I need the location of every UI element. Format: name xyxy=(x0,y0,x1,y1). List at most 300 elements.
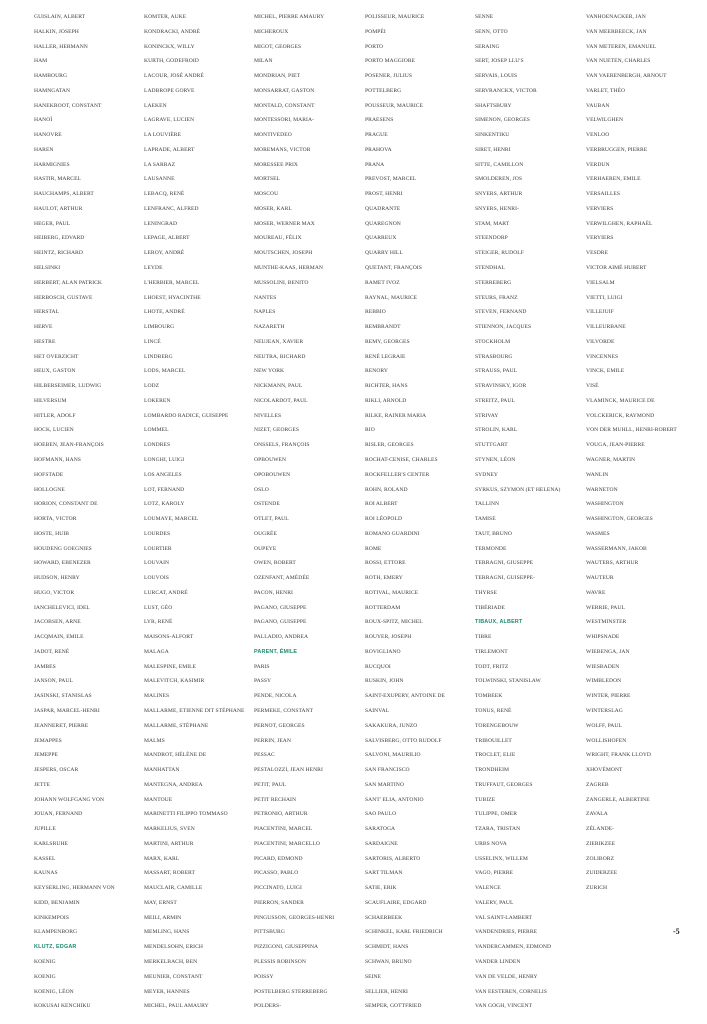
index-entry: JAMBES xyxy=(34,663,56,670)
index-entry: MICHEL, PIERRE AMAURY xyxy=(254,14,325,20)
index-entry: WHIPSNADE xyxy=(586,634,620,641)
index-entry: TIRLEMONT xyxy=(475,648,508,655)
index-entry: RIO xyxy=(365,427,375,434)
index-entry: HALKIN, JOSEPH xyxy=(34,28,79,35)
index-entry: QUAREGNON xyxy=(365,220,401,227)
index-entry: RILKE, RAINER MARIA xyxy=(365,412,427,419)
index-entry: TALLINN xyxy=(475,501,500,508)
index-entry: SERAING xyxy=(475,43,500,50)
index-entry: PORTO xyxy=(365,43,384,50)
index-entry: ROTH, EMERY xyxy=(365,575,403,582)
index-entry: LURCAT, ANDRÉ xyxy=(144,589,188,596)
index-entry: WARNETON xyxy=(586,486,618,493)
index-entry: WIESBADEN xyxy=(586,663,620,670)
index-entry: HOSTE, HUIB xyxy=(34,530,70,537)
index-entry: HERBOSCH, GUSTAVE xyxy=(34,294,93,301)
index-entry: VILLEURBANE xyxy=(586,324,626,331)
index-entry: LUST, GÉO xyxy=(144,604,173,611)
index-entry: PETIT RECHAIN xyxy=(254,796,297,803)
index-entry: LODZ xyxy=(144,383,160,390)
index-entry: MUSSOLINI, BENITO xyxy=(254,279,309,286)
index-entry: VAN GOGH, VINCENT xyxy=(475,1003,533,1010)
index-entry: HEIBERG, EDVARD xyxy=(34,235,85,242)
index-entry: STEIGER, RUDOLF xyxy=(475,250,524,257)
index-entry: LAPRADE, ALBERT xyxy=(144,146,195,153)
index-entry: KOMTER, AUKE xyxy=(144,14,187,20)
index-entry: VINCENNES xyxy=(586,353,619,360)
index-entry: KARLSRUHE xyxy=(34,840,69,847)
index-entry: WAGNER, MARTIN xyxy=(586,456,636,463)
index-entry: HANOVRE xyxy=(34,132,62,139)
index-entry: VARLET, THÉO xyxy=(586,87,626,94)
index-entry: JUPILLE xyxy=(34,826,56,833)
index-entry: MOREMANS, VICTOR xyxy=(254,146,311,153)
index-entry: WIEBENGA, JAN xyxy=(586,648,630,655)
index-entry: REMY, GEORGES xyxy=(365,338,410,345)
index-entry: ROUYER, JOSEPH xyxy=(365,634,412,641)
index-column-6 xyxy=(586,10,677,896)
page-number: -5 xyxy=(673,927,680,936)
index-entry: LENINGRAD xyxy=(144,220,178,227)
index-column-3 xyxy=(254,10,334,1014)
index-entry: PORTO MAGGIORE xyxy=(365,58,416,65)
index-entry: STIENNON, JACQUES xyxy=(475,324,532,331)
index-entry: VALERY, PAUL xyxy=(475,899,514,906)
index-entry: TIBÉRIADE xyxy=(475,604,505,611)
index-entry: HEGER, PAUL xyxy=(34,220,71,227)
index-entry: MICHEROUX xyxy=(254,28,289,35)
index-entry: WESTMINSTER xyxy=(586,619,627,626)
index-entry: TROCLET, ELIE xyxy=(475,752,516,759)
index-entry: LEPAGE, ALBERT xyxy=(144,235,190,242)
index-entry: VIETTI, LUIGI xyxy=(586,294,623,301)
index-entry: MARX, KARL xyxy=(144,855,180,862)
index-entry: MICHEL, PAUL AMAURY xyxy=(144,1003,209,1010)
index-entry: KEYSERLING, HERMANN VON xyxy=(34,885,115,892)
index-entry: HELSINKI xyxy=(34,265,61,272)
index-entry: SALVISBERG, OTTO RUDOLF xyxy=(365,737,442,744)
index-entry: RAMET IVOZ xyxy=(365,279,400,286)
index-entry: VENLOO xyxy=(586,132,610,139)
index-entry: HEINTZ, RICHARD xyxy=(34,250,83,257)
index-entry: REBBIO xyxy=(365,309,386,316)
index-column-4 xyxy=(365,10,445,1014)
index-entry: HORTA, VICTOR xyxy=(34,516,77,523)
index-entry: SAINT-EXUPERY, ANTOINE DE xyxy=(365,693,445,700)
index-entry: LACOUR, JOSÉ ANDRÉ xyxy=(144,73,204,80)
index-entry: PASSY xyxy=(254,678,272,685)
index-entry-highlighted: PARENT, ÉMILE xyxy=(254,648,298,655)
index-entry: VERWILGHEN, RAPHAËL xyxy=(586,220,653,227)
index-entry: LINCÉ xyxy=(144,338,161,345)
index-entry: MALLARME, STÉPHANE xyxy=(144,722,209,729)
index-entry: OWEN, ROBERT xyxy=(254,560,296,567)
index-entry: HASTIR, MARCEL xyxy=(34,176,82,183)
index-entry: HUGO, VICTOR xyxy=(34,589,75,596)
index-entry: VILVORDE xyxy=(586,338,615,345)
index-entry: HALLER, HERMANN xyxy=(34,43,88,50)
index-entry: STENDHAL xyxy=(475,265,505,272)
index-entry: MORESSEE PRIX xyxy=(254,161,299,168)
index-entry: HAULOT, ARTHUR xyxy=(34,205,83,212)
index-entry: KONDRACKI, ANDRÉ xyxy=(144,28,201,35)
index-entry: VAGO, PIERRE xyxy=(475,870,514,877)
index-entry: SCAUFLAIRE, EDGARD xyxy=(365,899,427,906)
index-entry: ZANGERLE, ALBERTINE xyxy=(586,796,650,803)
index-column-5 xyxy=(475,10,560,1014)
index-entry: PIZZIGONI, GIUSEPPINA xyxy=(254,944,319,951)
index-entry: RUCQUOI xyxy=(365,663,391,670)
index-entry: STEURS, FRANZ xyxy=(475,294,518,301)
index-entry: PENDE, NICOLA xyxy=(254,693,297,700)
index-entry: PRAHOVA xyxy=(365,146,392,153)
index-entry: HOFSTADE xyxy=(34,471,64,478)
index-entry: LA SARRAZ xyxy=(144,161,176,168)
index-entry: JACOBSEN, ARNE xyxy=(34,619,81,626)
index-entry: OUPEYE xyxy=(254,545,277,552)
index-entry: MOUREAU, FÉLIX xyxy=(254,235,302,242)
index-entry: VAN METEREN, EMANUEL xyxy=(586,43,657,50)
index-entry: POTTELBERG xyxy=(365,87,402,94)
index-entry: MANTOUE xyxy=(144,796,173,803)
index-entry: PETIT, PAUL xyxy=(254,781,287,788)
index-entry: SERVAIS, LOUIS xyxy=(475,73,518,80)
index-entry: VALENCE xyxy=(475,885,501,892)
index-entry: VERDUN xyxy=(586,161,610,168)
index-entry: NIZET, GEORGES xyxy=(254,427,300,434)
index-entry: LOS ANGELES xyxy=(144,471,182,478)
index-entry: PETRONIO, ARTHUR xyxy=(254,811,308,818)
index-entry: MONDRIAN, PIET xyxy=(254,73,301,80)
index-entry: PESTALOZZI, JEAN HENRI xyxy=(254,767,323,774)
index-entry: LONDRES xyxy=(144,442,171,449)
index-entry: HANOÏ xyxy=(34,117,53,124)
index-entry: VON DER MUHLL, HENRI-ROBERT xyxy=(586,427,677,434)
index-entry: VINCK, EMILE xyxy=(586,368,625,375)
index-entry: MARTINI, ARTHUR xyxy=(144,840,194,847)
index-entry: TAUT, BRUNO xyxy=(475,530,512,537)
index-entry: OUGRÉE xyxy=(254,530,277,537)
index-entry: MEYER, HANNES xyxy=(144,988,190,995)
index-entry: TULIPPE, OMER xyxy=(475,811,517,818)
index-entry: PICCINATO, LUIGI xyxy=(254,885,302,892)
index-entry: STEVEN, FERNAND xyxy=(475,309,527,316)
index-entry: JOHANN WOLFGANG VON xyxy=(34,796,105,803)
index-entry: ROI ALBERT xyxy=(365,501,398,508)
index-entry: KOKUSAI KENCHIKU xyxy=(34,1003,91,1010)
index-entry: SEMPER, GOTTFRIED xyxy=(365,1003,422,1010)
index-entry: SINKENTIKU xyxy=(475,132,510,139)
index-entry: PAGANO, GUISEPPE xyxy=(254,619,307,626)
index-entry: VERVIERS xyxy=(586,205,614,212)
index-entry: MALAGA xyxy=(144,648,169,655)
index-entry: XHOVÉMONT xyxy=(586,767,623,774)
index-entry: PERNOT, GEORGES xyxy=(254,722,305,729)
index-entry: QUARREUX xyxy=(365,235,397,242)
index-column-2 xyxy=(144,10,245,1014)
index-entry: SERVRANCKX, VICTOR xyxy=(475,87,537,94)
index-entry: TUBIZE xyxy=(475,796,496,803)
index-entry: OPBOUWEN xyxy=(254,456,287,463)
index-entry: LADBROPE GORVE xyxy=(144,87,195,94)
index-entry: ROME xyxy=(365,545,382,552)
index-entry: HITLER, ADOLF xyxy=(34,412,76,419)
index-entry: ROCHAT-CENISE, CHARLES xyxy=(365,456,438,463)
index-entry: WOLLISHOFEN xyxy=(586,737,627,744)
index-entry: SIMENON, GEORGES xyxy=(475,117,530,124)
index-entry: MAY, ERNST xyxy=(144,899,177,906)
index-entry: HESTRE xyxy=(34,338,56,345)
index-entry: VIELSALM xyxy=(586,279,615,286)
index-entry: KAUNAS xyxy=(34,870,58,877)
index-entry: TAMISE xyxy=(475,516,496,523)
index-entry: HEUX, GASTON xyxy=(34,368,76,375)
index-entry: VLAMINCK, MAURICE DE xyxy=(586,397,655,404)
index-entry: KONINCKX, WILLY xyxy=(144,43,195,50)
index-entry: PRANA xyxy=(365,161,385,168)
index-entry: TZARA, TRISTAN xyxy=(475,826,521,833)
index-entry: MANTEGNA, ANDREA xyxy=(144,781,203,788)
index-entry: HERSTAL xyxy=(34,309,60,316)
index-entry: MIGOT, GEORGES xyxy=(254,43,302,50)
index-column-1 xyxy=(34,10,115,1014)
index-entry: LEYDE xyxy=(144,265,163,272)
index-entry: ROI LÉOPOLD xyxy=(365,516,403,523)
index-entry: MILAN xyxy=(254,58,273,65)
index-entry: SCHINKEL, KARL FRIEDRICH xyxy=(365,929,443,936)
index-entry: JEANNERET, PIERRE xyxy=(34,722,89,729)
index-entry: MEMLING, HANS xyxy=(144,929,190,936)
index-entry: OPOBOUWEN xyxy=(254,471,291,478)
index-entry: PIACENTINI, MARCELLO xyxy=(254,840,320,847)
index-entry: NICKMANN, PAUL xyxy=(254,383,303,390)
index-entry: WINTERSLAG xyxy=(586,707,623,714)
index-entry: SHAFTSBURY xyxy=(475,102,512,109)
index-entry: STRIVAY xyxy=(475,412,499,419)
index-entry: PICARD, EDMOND xyxy=(254,855,303,862)
index-entry: SAO PAULO xyxy=(365,811,397,818)
index-entry: SATIE, ERIK xyxy=(365,885,397,892)
index-entry: MANDROT, HÉLÈNE DE xyxy=(144,752,207,759)
index-entry: WINTER, PIERRE xyxy=(586,693,631,700)
index-entry: TOLWINSKI, STANISLAW xyxy=(475,678,541,685)
index-entry: SNYERS, ARTHUR xyxy=(475,191,523,198)
index-entry: PICASSO, PABLO xyxy=(254,870,299,877)
index-entry: IANCHELEVICI, IDEL xyxy=(34,604,90,611)
index-entry: LAEKEN xyxy=(144,102,167,109)
index-entry: LENFRANC, ALFRED xyxy=(144,205,199,212)
index-entry: MAUCLAIR, CAMILLE xyxy=(144,885,203,892)
index-entry: TRIBOUILLET xyxy=(475,737,512,744)
index-entry: SCHAERBEEK xyxy=(365,914,403,921)
index-entry: MASSART, ROBERT xyxy=(144,870,195,877)
index-entry: STOCKHOLM xyxy=(475,338,511,345)
index-entry: VAUBAN xyxy=(586,102,610,109)
index-entry: QUARRY HILL xyxy=(365,250,403,257)
index-entry: QUADRANTE xyxy=(365,205,401,212)
index-entry: VICTOR AIMÉ HUBERT xyxy=(586,265,647,272)
index-entry: HAUCHAMPS, ALBERT xyxy=(34,191,94,198)
index-entry: SCHMIDT, HANS xyxy=(365,944,409,951)
index-entry: KOENIG xyxy=(34,973,56,980)
index-entry: WIMBLEDON xyxy=(586,678,622,685)
index-entry: STROLIN, KARL xyxy=(475,427,518,434)
index-entry: VAN MEERBEECK, JAN xyxy=(586,28,647,35)
index-entry: PREVOST, MARCEL xyxy=(365,176,417,183)
index-entry: LOUMAYE, MARCEL xyxy=(144,516,199,523)
index-entry: OSTENDE xyxy=(254,501,280,508)
index-entry: KOENIG, LÉON xyxy=(34,988,74,995)
index-entry: JANSON, PAUL xyxy=(34,678,73,685)
index-entry: MAISONS-ALFORT xyxy=(144,634,194,641)
index-entry: PRAGUE xyxy=(365,132,388,139)
index-entry: TERRAGNI, GIUSEPPE xyxy=(475,560,534,567)
index-entry: WASSERMANN, JAKOB xyxy=(586,545,647,552)
index-entry: POSENER, JULIUS xyxy=(365,73,413,80)
index-entry: POUSSEUR, MAURICE xyxy=(365,102,424,109)
index-entry: WRIGHT, FRANK LLOYD xyxy=(586,752,652,759)
index-entry: TERRAGNI, GUISEPPE- xyxy=(475,575,535,582)
index-entry: WAVRE xyxy=(586,589,606,596)
index-entry: STRAVINSKY, IGOR xyxy=(475,383,527,390)
index-entry: GUISLAIN, ALBERT xyxy=(34,14,86,20)
index-entry: MONSARRAT, GASTON xyxy=(254,87,315,94)
index-entry: LHOTE, ANDRÉ xyxy=(144,309,185,316)
index-entry: SENNE xyxy=(475,14,494,20)
index-entry: VELWILGHEN xyxy=(586,117,624,124)
index-entry: KOENIG xyxy=(34,959,56,965)
index-entry: HILBERSEIMER, LUDWIG xyxy=(34,383,102,390)
index-entry: VANDERCAMMEN, EDMOND xyxy=(475,944,552,951)
index-entry: LINDBERG xyxy=(144,353,173,360)
index-entry: VESDRE xyxy=(586,250,609,257)
index-entry: SITTE, CAMILLON xyxy=(475,161,524,168)
index-entry: SMOLDEREN, JOS xyxy=(475,176,523,183)
index-entry: MARKELIUS, SVEN xyxy=(144,826,195,833)
index-entry: KINKEMPOIS xyxy=(34,914,69,921)
index-entry: VAN DE VELDE, HENRY xyxy=(475,973,538,980)
index-entry: POLDERS- xyxy=(254,1003,282,1010)
index-entry: POISSY xyxy=(254,973,274,980)
index-entry: JEMEPPE xyxy=(34,752,58,759)
index-entry: POSTELBERG STERREBERG xyxy=(254,988,328,995)
index-entry: PLESSIS ROBINSON xyxy=(254,959,306,965)
index-entry: VAN VAERENBERGH, ARNOUT xyxy=(586,73,667,80)
index-entry: STAM, MART xyxy=(475,220,510,227)
index-entry: ROTIVAL, MAURICE xyxy=(365,589,419,596)
index-entry: ROMANO GUARDINI xyxy=(365,530,420,537)
index-entry: WANLIN xyxy=(586,471,609,478)
index-entry: PAGANO, GIUSEPPE xyxy=(254,604,307,611)
index-entry: ROVIGLIANO xyxy=(365,648,401,655)
index-entry: LOUVAIN xyxy=(144,560,170,567)
index-entry: POLISSEUR, MAURICE xyxy=(365,14,425,20)
index-entry: SYRKUS, SZYMON (ET HELENA) xyxy=(475,486,561,493)
index-entry: JADOT, RENÉ xyxy=(34,648,70,655)
index-entry: TRONDHEIM xyxy=(475,767,510,774)
index-entry: STERREBERG xyxy=(475,279,512,286)
index-entry: TOMBEEK xyxy=(475,693,503,700)
index-entry: PALLADIO, ANDREA xyxy=(254,634,309,641)
index-entry: LOMMEL xyxy=(144,427,169,434)
index-entry: VERBRUGGEN, PIERRE xyxy=(586,146,648,153)
index-entry: PARIS xyxy=(254,663,270,670)
index-entry: HOWARD, EBENEZER xyxy=(34,560,91,567)
index-entry: LA LOUVIÈRE xyxy=(144,132,182,139)
index-entry: MORTSEL xyxy=(254,176,281,183)
index-entry: VILLEJUIF xyxy=(586,309,614,316)
index-entry: MUNTHE-KAAS, HERMAN xyxy=(254,265,324,272)
index-entry: SYDNEY xyxy=(475,471,498,478)
index-entry: JACQMAIN, EMILE xyxy=(34,634,84,641)
index-entry: TORENGEBOUW xyxy=(475,722,519,729)
index-entry: LIMBOURG xyxy=(144,324,175,331)
index-entry: RICHTER, HANS xyxy=(365,383,408,390)
index-entry: LEROY, ANDRÉ xyxy=(144,250,185,257)
index-entry: PROST, HENRI xyxy=(365,191,403,198)
index-entry: LOT, FERNAND xyxy=(144,486,185,493)
index-entry: LYR, RENÉ xyxy=(144,619,173,626)
index-entry: PINGUSSON, GEORGES-HENRI xyxy=(254,914,335,921)
index-entry: MALESPINE, EMILE xyxy=(144,663,197,670)
index-entry: SARDAIGNE xyxy=(365,840,398,847)
index-entry: USSELINX, WILLEM xyxy=(475,855,528,862)
index-entry: PESSAC xyxy=(254,752,275,759)
index-entry: ZÉLANDE- xyxy=(586,826,615,833)
index-entry: MOSCOU xyxy=(254,191,279,198)
index-entry: LAGRAVE, LUCIEN xyxy=(144,117,195,124)
index-entry: PERRIN, JEAN xyxy=(254,737,291,744)
index-entry: ONSSELS, FRANÇOIS xyxy=(254,442,310,449)
index-entry: SART TILMAN xyxy=(365,870,403,877)
index-entry: LAUSANNE xyxy=(144,176,175,183)
index-entry: LOURDES xyxy=(144,530,171,537)
index-entry: MEILI, ARMIN xyxy=(144,914,182,921)
index-entry: PIACENTINI, MARCEL xyxy=(254,826,313,833)
index-entry: PIERRON, SANDER xyxy=(254,899,304,906)
index-entry: RISLER, GEORGES xyxy=(365,442,414,449)
index-entry: HAMNGATAN xyxy=(34,87,71,94)
index-entry: MONTALD, CONSTANT xyxy=(254,102,315,109)
index-entry: NICOLARDOT, PAUL xyxy=(254,397,308,404)
index-entry: KURTH, GODEFROID xyxy=(144,58,199,65)
index-entry: WAUTEUR xyxy=(586,575,614,582)
index-entry: ZAGREB xyxy=(586,781,609,788)
index-entry: PERMEKE, CONSTANT xyxy=(254,707,314,714)
index-entry: SEINE xyxy=(365,973,382,980)
index-entry: ZURICH xyxy=(586,885,608,892)
index-entry: WASHINGTON xyxy=(586,501,624,508)
index-entry: NEUJEAN, XAVIER xyxy=(254,338,304,345)
index-entry: TODT, FRITZ xyxy=(475,663,509,670)
index-entry: HAM xyxy=(34,58,48,65)
index-entry: VANHOENACKER, JAN xyxy=(586,14,646,20)
index-entry: STRAUSS, PAUL xyxy=(475,368,518,375)
index-entry: LHOEST, HYACINTHE xyxy=(144,294,201,301)
index-entry: HOEBEN, JEAN-FRANÇOIS xyxy=(34,442,104,449)
index-entry: MALEVITCH, KASIMIR xyxy=(144,678,205,685)
index-entry: HANEKROOT, CONSTANT xyxy=(34,102,102,109)
index-entry: VISÉ xyxy=(586,383,599,390)
index-entry: JOUAN, FERNAND xyxy=(34,811,83,818)
index-entry: SNYERS, HENRI- xyxy=(475,205,519,212)
index-entry: JESPERS, OSCAR xyxy=(34,767,79,774)
index-entry: SALVONI, MAURILIO xyxy=(365,752,421,759)
index-entry: MANHATTAN xyxy=(144,767,180,774)
index-entry: LONGHI, LUIGI xyxy=(144,456,185,463)
index-entry: VERSAILLES xyxy=(586,191,621,198)
index-entry: TIBRE xyxy=(475,634,492,641)
